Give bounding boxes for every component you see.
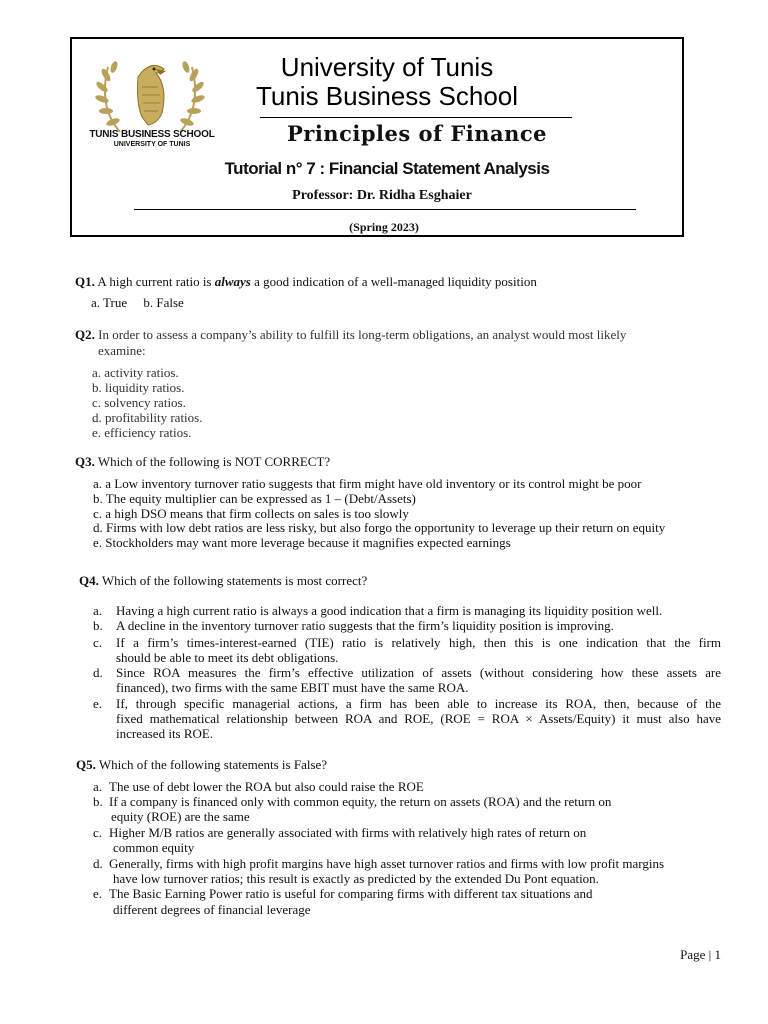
option-letter: d. bbox=[93, 665, 103, 680]
option-letter: a. bbox=[93, 603, 103, 618]
page-number: Page | 1 bbox=[680, 947, 721, 962]
q2-option: c. solvency ratios. bbox=[92, 395, 186, 410]
question-4 bbox=[79, 573, 367, 588]
q4-option-cont: financed), two firms with the same EBIT must have the same ROA. bbox=[116, 680, 469, 695]
question-number: Q4. bbox=[79, 573, 99, 588]
option-letter: b. bbox=[93, 794, 103, 809]
option-letter: c. bbox=[93, 825, 103, 840]
question-text: Which of the following is NOT CORRECT? bbox=[94, 454, 331, 469]
q4-option: Since ROA measures the firm’s effective utilization of assets (without considering how these assets are bbox=[116, 665, 721, 680]
question-text-cont: examine: bbox=[98, 343, 146, 358]
question-number: Q1. bbox=[75, 274, 95, 289]
header-box bbox=[70, 37, 684, 237]
q5-option: Generally, firms with high profit margins have high asset turnover ratios and firms with low profit margins bbox=[109, 856, 665, 871]
option-letter: c. bbox=[93, 635, 103, 650]
tutorial-title: Tutorial n° 7 : Financial Statement Analysis bbox=[224, 159, 550, 178]
question-text: In order to assess a company’s ability to fulfill its long-term obligations, an analyst would most likely bbox=[94, 327, 627, 342]
q5-option: Higher M/B ratios are generally associated with firms with relatively high rates of return on bbox=[109, 825, 587, 840]
professor-name: Professor: Dr. Ridha Esghaier bbox=[292, 188, 472, 203]
q4-option-cont: increased its ROE. bbox=[116, 726, 214, 741]
course-title: Principles of Finance bbox=[286, 121, 548, 146]
university-title bbox=[222, 53, 552, 111]
question-text: A high current ratio is bbox=[94, 274, 215, 289]
q3-option: d. Firms with low debt ratios are less risky, but also forgo the opportunity to leverage up their return on equity bbox=[93, 520, 666, 535]
question-3 bbox=[75, 454, 330, 469]
logo-university-name: UNIVERSITY OF TUNIS bbox=[113, 141, 191, 148]
q4-option: If, through specific managerial actions, a firm has been able to increase its ROA, then, because of the bbox=[116, 696, 721, 711]
q4-option: Having a high current ratio is always a good indication that a firm is managing its liquidity position well. bbox=[116, 603, 663, 618]
q2-option: b. liquidity ratios. bbox=[92, 380, 185, 395]
q3-option: b. The equity multiplier can be expressed as 1 – (Debt/Assets) bbox=[93, 491, 416, 506]
question-1 bbox=[75, 274, 537, 289]
q4-option: A decline in the inventory turnover ratio suggests that the firm’s liquidity position is improving. bbox=[116, 618, 614, 633]
q5-option-cont: equity (ROE) are the same bbox=[111, 809, 250, 824]
option-letter: b. bbox=[93, 618, 103, 633]
q5-option: The use of debt lower the ROA but also could raise the ROE bbox=[109, 779, 424, 794]
professor-divider bbox=[134, 209, 636, 210]
q5-option: The Basic Earning Power ratio is useful for comparing firms with different tax situations and bbox=[109, 886, 593, 901]
question-2 bbox=[75, 327, 626, 342]
q5-option-cont: have low turnover ratios; this result is exactly as predicted by the extended Du Pont equation. bbox=[113, 871, 599, 886]
q4-option: If a firm’s times-interest-earned (TIE) ratio is relatively high, then this is one indication that the firm bbox=[116, 635, 721, 650]
question-number: Q2. bbox=[75, 327, 95, 342]
q2-option: a. activity ratios. bbox=[92, 365, 179, 380]
question-text: Which of the following statements is most correct? bbox=[98, 573, 368, 588]
question-text: a good indication of a well-managed liquidity position bbox=[250, 274, 537, 289]
q5-option-cont: different degrees of financial leverage bbox=[113, 902, 311, 917]
semester-label: (Spring 2023) bbox=[349, 220, 419, 234]
q4-option-cont: fixed mathematical relationship between ROA and ROE, (ROE = ROA × Assets/Equity) it must also have bbox=[116, 711, 721, 726]
option-letter: e. bbox=[93, 886, 103, 901]
q5-option: If a company is financed only with common equity, the return on assets (ROA) and the return on bbox=[109, 794, 612, 809]
school-name: Tunis Business School bbox=[255, 81, 519, 111]
option-letter: a. bbox=[93, 779, 103, 794]
question-number: Q5. bbox=[76, 757, 96, 772]
option-letter: d. bbox=[93, 856, 103, 871]
q3-option: c. a high DSO means that firm collects on sales is too slowly bbox=[93, 506, 409, 521]
question-emphasis: always bbox=[214, 274, 251, 289]
q3-option: a. a Low inventory turnover ratio suggests that firm might have old inventory or its control might be poor bbox=[93, 476, 642, 491]
option-letter: e. bbox=[93, 696, 103, 711]
q5-option-cont: common equity bbox=[113, 840, 195, 855]
logo-school-name: TUNIS BUSINESS SCHOOL bbox=[89, 129, 215, 140]
eagle-laurel-logo bbox=[90, 47, 210, 139]
q1-options: a. True b. False bbox=[91, 295, 184, 310]
question-5 bbox=[76, 757, 327, 772]
university-name: University of Tunis bbox=[280, 52, 494, 82]
q2-option: d. profitability ratios. bbox=[92, 410, 203, 425]
title-divider bbox=[260, 117, 572, 118]
q2-option: e. efficiency ratios. bbox=[92, 425, 192, 440]
q4-option-cont: should be able to meet its debt obligations. bbox=[116, 650, 339, 665]
question-text: Which of the following statements is False? bbox=[95, 757, 328, 772]
question-number: Q3. bbox=[75, 454, 95, 469]
q3-option: e. Stockholders may want more leverage because it magnifies expected earnings bbox=[93, 535, 511, 550]
